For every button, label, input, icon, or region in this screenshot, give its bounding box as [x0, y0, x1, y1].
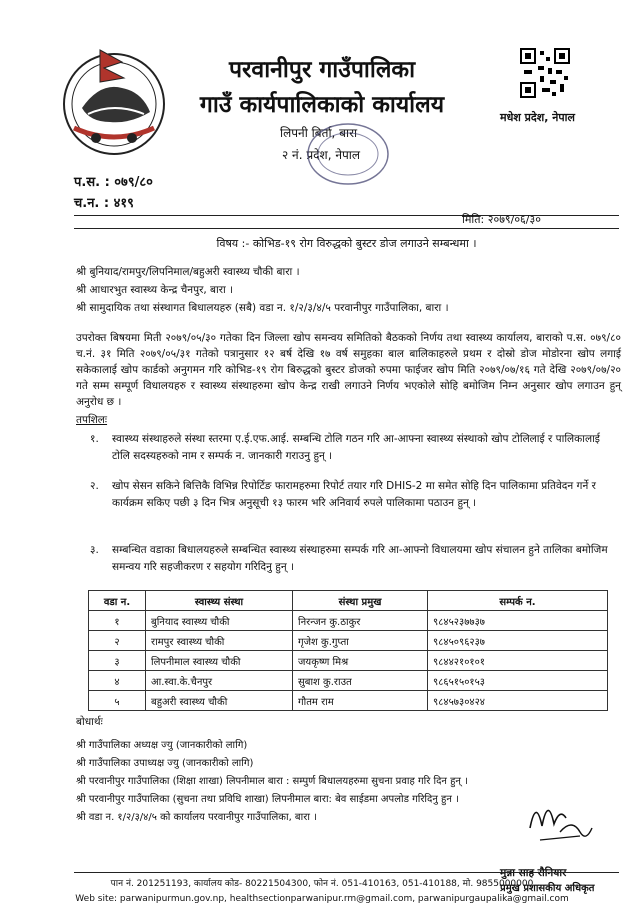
cc-line: श्री गाउँपालिका उपाध्यक्ष ज्यु (जानकारीको लागि) — [76, 758, 254, 769]
health-institution-table — [88, 590, 608, 711]
table-row — [89, 651, 608, 671]
addressee: श्री बुनियाद/रामपुर/लिपनिमाल/बहुअरी स्वास्थ्य चौकी बारा । — [76, 266, 300, 278]
addressee: श्री आधारभुत स्वास्थ्य केन्द्र चैनपुर, बारा । — [76, 284, 234, 296]
cell-chief: गृजेश कु.गुप्ता — [293, 631, 428, 651]
patra-sankhya: प.स. : ०७९/८० — [74, 175, 153, 190]
cell-ward: ४ — [89, 671, 146, 691]
cc-line: श्री परवानीपुर गाउँपालिका (सुचना तथा प्रविधि शाखा) लिपनीमाल बारा: बेव साईडमा अपलोड गरिदिनु हुन । — [76, 794, 459, 805]
cell-chief: गौतम राम — [293, 691, 428, 711]
cell-institution: बहुअरी स्वास्थ्य चौकी — [146, 691, 293, 711]
cell-ward: ५ — [89, 691, 146, 711]
signatory-name: मुन्ना साह रौनियार — [500, 867, 567, 879]
cell-ward: १ — [89, 611, 146, 631]
footer-divider — [74, 872, 619, 873]
table-row — [89, 611, 608, 631]
table-row — [89, 671, 608, 691]
office-address: लिपनी बिर्ता, बारा — [280, 126, 358, 140]
list-item-number: १. — [90, 433, 99, 445]
list-item-number: ३. — [90, 544, 99, 556]
cell-chief: सुबाश कु.राउत — [293, 671, 428, 691]
cell-ward: ३ — [89, 651, 146, 671]
cell-contact: ९८४४२१०१०१ — [428, 651, 608, 671]
details-heading: तपशिलः — [76, 414, 108, 426]
letter-subject: विषय :- कोभिड-१९ रोग विरुद्धको बुस्टर डोज लगाउने सम्बन्धमा । — [216, 237, 477, 250]
footer-web: Web site: parwanipurmun.gov.np, healthsectionparwanipur.rm@gmail.com, parwanipurgaupalika@gmail.com — [75, 894, 569, 904]
cell-institution: बुनियाद स्वास्थ्य चौकी — [146, 611, 293, 631]
addressee: श्री सामुदायिक तथा संस्थागत बिधालयहरु (सबै) वडा न. १/२/३/४/५ परवानीपुर गाउँपालिका, बारा । — [76, 302, 449, 314]
signatory-title: प्रमुख प्रशासकीय अधिकृत — [500, 883, 595, 894]
list-item-text: खोप सेसन सकिने बित्तिकै विभिन्न रिपोर्टिङ फारामहरुमा रिपोर्ट तयार गरि DHIS-2 मा समेत सोहि दिन पालिकामा प्रतिवेदन गर्ने र कार्यक्रम सकिए पछी ३ दिन भित्र अनुसूची १३ फारम भरि अनिवार्य रुपले पालिकामा पठाउन हुन् । — [112, 480, 596, 509]
list-item-text: स्वास्थ्य संस्थाहरुले संस्था स्तरमा ए.ई.एफ.आई. सम्बन्धि टोलि गठन गरि आ-आफ्ना स्वास्थ्य संस्थाको खोप टोलिलाई र पालिकालाई टोलि सदस्यहरुको नाम र सम्पर्क न. जानकारी गराउनु हुन् । — [112, 433, 600, 462]
office-stamp — [298, 118, 390, 190]
cell-institution: लिपनीमाल स्वास्थ्य चौकी — [146, 651, 293, 671]
letter-body: उपरोक्त बिषयमा मिती २०७९/०५/३० गतेका दिन जिल्ला खोप समन्वय समितिको बैठकको निर्णय तथा स्वास्थ्य कार्यालय, बाराको प.स. ०७९/८० च.नं. ३१ मिति २०७९/०५/३१ गतेको पत्रानुसार १२ बर्ष देखि १७ वर्ष समुहका बाल बालिकाहरुले प्रथम र दोस्रो डोज मोडोरना खोप लगाई सकेकालाई खोप कार्डको अनुगमन गरि कोभिड-१९ रोग बिरुद्धको बुस्टर डोजको रुपमा फाईजर खोप मिति २०७९/०७/१६ गते देखि २०७९/०७/२० गते सम्म सम्पूर्ण विधालयहरु र स्वास्थ्य संस्थाहरुमा खोप केन्द्र राखी लगाउने निर्णय भएकोले सोहि बमोजिम निम्न अनुसार खोप लगाउन हुन् अनुरोध छ । — [76, 332, 621, 408]
cell-chief: निरन्जन कु.ठाकुर — [293, 611, 428, 631]
cc-line: श्री वडा न. १/२/३/४/५ को कार्यालय परवानीपुर गाउँपालिका, बारा । — [76, 812, 317, 823]
chalani-number: च.न. : ४१९ — [74, 196, 134, 211]
cell-ward: २ — [89, 631, 146, 651]
table-row — [89, 691, 608, 711]
cell-institution: आ.स्वा.के.चैनपुर — [146, 671, 293, 691]
list-item — [90, 478, 620, 511]
cc-line: श्री परवानीपुर गाउँपालिका (शिक्षा शाखा) लिपनीमाल बारा : सम्पुर्ण बिधालयहरुमा सुचना प्रवाह गरि दिन हुन् । — [76, 776, 468, 787]
cell-chief: जयकृष्ण मिश्र — [293, 651, 428, 671]
cell-contact: ९८४५७३०४२४ — [428, 691, 608, 711]
list-item — [90, 431, 620, 464]
column-header-institution: स्वास्थ्य संस्था — [146, 591, 293, 611]
column-header-ward: वडा न. — [89, 591, 146, 611]
date-divider — [74, 228, 619, 229]
letter-date: मिति: २०७९/०६/३० — [462, 213, 541, 226]
footer-contact: पान नं. 201251193, कार्यालय कोड- 80221504300, फोन नं. 051-410163, 051-410188, मो. 9855000000 — [110, 879, 534, 889]
office-title-line2: गाउँ कार्यपालिकाको कार्यालय — [199, 92, 445, 118]
handwritten-signature — [520, 788, 600, 858]
list-item-text: सम्बन्धित वडाका बिधालयहरुले सम्बन्धित स्वास्थ्य संस्थाहरुमा सम्पर्क गरि आ-आफ्नो विधालयमा खोप संचालन हुने तालिका बमोजिम समन्वय गरि सहजीकरण र सहयोग गरिदिनु हुन् । — [112, 544, 608, 573]
office-title-line1: परवानीपुर गाउँपालिका — [228, 57, 416, 83]
province-label: मधेश प्रदेश, नेपाल — [500, 111, 575, 124]
column-header-contact: सम्पर्क न. — [428, 591, 608, 611]
office-province: २ नं. प्रदेश, नेपाल — [282, 148, 361, 162]
table-header-row — [89, 591, 608, 611]
table-row — [89, 631, 608, 651]
cell-contact: ९८६५१५०१५३ — [428, 671, 608, 691]
cell-institution: रामपुर स्वास्थ्य चौकी — [146, 631, 293, 651]
cc-heading: बोधार्थः — [76, 716, 103, 728]
list-item — [90, 542, 620, 575]
list-item-number: २. — [90, 480, 99, 492]
column-header-chief: संस्था प्रमुख — [293, 591, 428, 611]
cc-line: श्री गाउँपालिका अध्यक्ष ज्यु (जानकारीको लागि) — [76, 740, 248, 751]
cell-contact: ९८४५०९६२३७ — [428, 631, 608, 651]
cell-contact: ९८४५२३७७३७ — [428, 611, 608, 631]
